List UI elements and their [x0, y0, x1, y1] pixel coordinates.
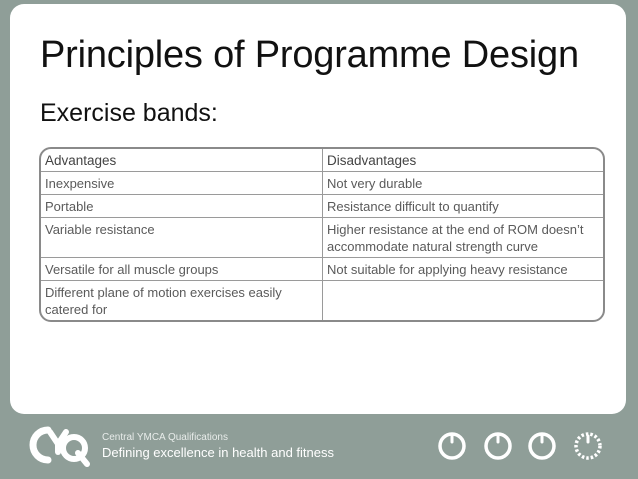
- dotted-circle-icon: [573, 431, 603, 461]
- disadvantage-cell: [323, 281, 604, 321]
- footer-tagline: Defining excellence in health and fitness: [102, 445, 334, 460]
- advantage-cell: Inexpensive: [41, 172, 323, 195]
- table-header-row: [41, 149, 603, 172]
- table-row: [41, 172, 603, 195]
- header-disadvantages: Disadvantages: [323, 149, 604, 172]
- power-icon: [527, 431, 557, 461]
- disadvantage-cell: Not suitable for applying heavy resistance: [323, 258, 604, 281]
- disadvantage-cell: Not very durable: [323, 172, 604, 195]
- slide-subtitle: Exercise bands:: [40, 99, 218, 127]
- advantage-cell: Versatile for all muscle groups: [41, 258, 323, 281]
- table-row: [41, 258, 603, 281]
- power-icon: [437, 431, 467, 461]
- slide-title: Principles of Programme Design: [40, 34, 579, 76]
- power-icon: [483, 431, 513, 461]
- disadvantage-cell: Resistance difficult to quantify: [323, 195, 604, 218]
- advantage-cell: Portable: [41, 195, 323, 218]
- table-row: [41, 281, 603, 321]
- advantage-cell: Different plane of motion exercises easily catered for: [41, 281, 323, 321]
- advantage-cell: Variable resistance: [41, 218, 323, 258]
- header-advantages: Advantages: [41, 149, 323, 172]
- footer-org: Central YMCA Qualifications: [102, 432, 228, 443]
- slide-panel: [10, 4, 626, 414]
- disadvantage-cell: Higher resistance at the end of ROM doesn’t accommodate natural strength curve: [323, 218, 604, 258]
- table-row: [41, 195, 603, 218]
- cyq-logo-icon: [22, 422, 90, 468]
- footer-bar: [0, 414, 638, 479]
- comparison-table: [39, 147, 605, 322]
- table-row: [41, 218, 603, 258]
